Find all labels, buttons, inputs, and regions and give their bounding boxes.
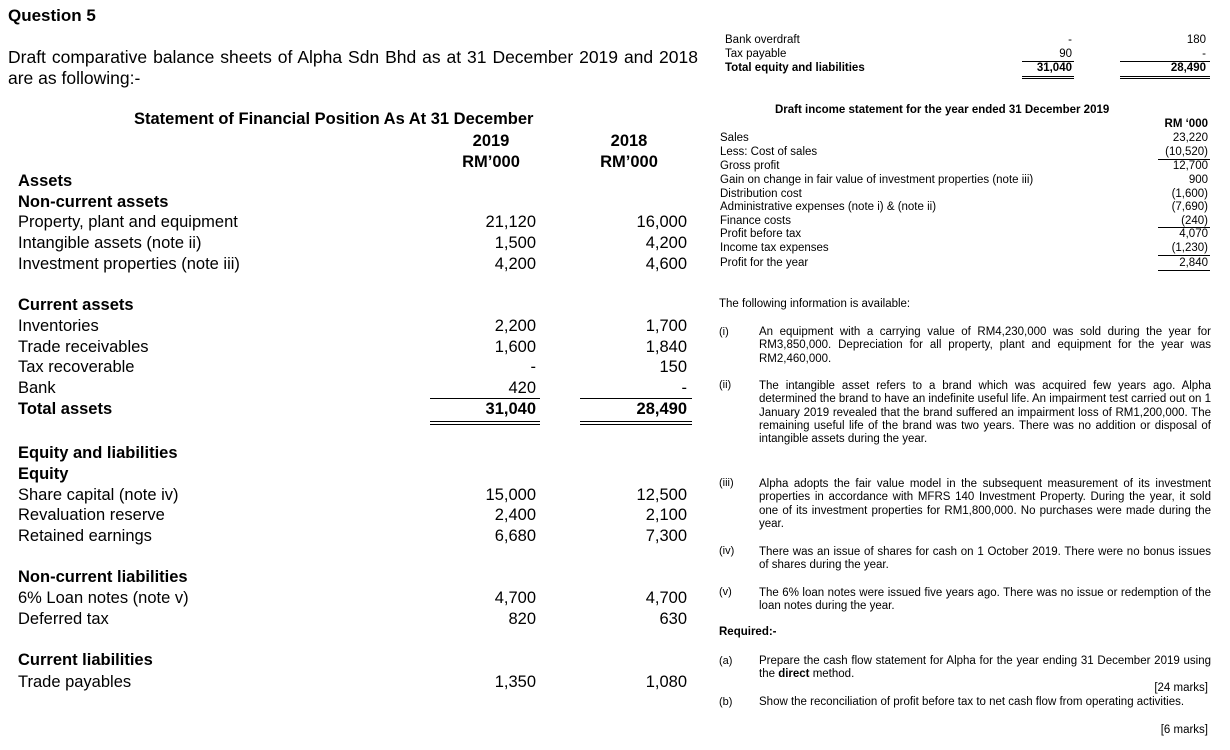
nca-heading: Non-current assets — [18, 193, 169, 211]
deferred-2018: 630 — [659, 610, 687, 628]
is-row-value: (10,520) — [1165, 146, 1208, 158]
is-row-value: 900 — [1188, 174, 1208, 186]
total-assets-rule-2018 — [580, 398, 692, 399]
required-a-number: (a) — [719, 655, 733, 667]
ca-heading: Current assets — [18, 296, 134, 314]
total-assets-double-rule-2019-a — [430, 421, 540, 422]
cl-heading: Current liabilities — [18, 651, 153, 669]
is-row-value: (7,690) — [1171, 201, 1208, 213]
eq-liab-heading: Equity and liabilities — [18, 444, 178, 462]
taxrec-label: Tax recoverable — [18, 358, 135, 376]
reval-2019: 2,400 — [494, 506, 536, 524]
is-row-value: (1,600) — [1171, 188, 1208, 200]
total-assets-rule-2019 — [430, 398, 540, 399]
income-statement-unit: RM ‘000 — [1164, 118, 1208, 130]
is-row-value: (240) — [1181, 215, 1208, 227]
is-row-label: Sales — [720, 132, 749, 144]
is-row-value: 23,220 — [1172, 132, 1208, 144]
taxrec-2019: - — [530, 358, 536, 376]
retained-2018: 7,300 — [645, 527, 687, 545]
reval-2018: 2,100 — [645, 506, 687, 524]
required-heading: Required:- — [719, 626, 777, 638]
overdraft-label: Bank overdraft — [725, 34, 800, 46]
loan-2018: 4,700 — [645, 589, 687, 607]
taxpay-label: Tax payable — [725, 48, 787, 60]
retained-label: Retained earnings — [18, 527, 152, 545]
required-a-text-bold: direct — [778, 668, 810, 681]
total-eql-double-2019-a — [1022, 76, 1074, 77]
total-eql-double-2019-b — [1022, 78, 1074, 79]
intangible-2019: 1,500 — [494, 234, 536, 252]
total-assets-double-rule-2019-b — [430, 424, 540, 425]
note-number: (v) — [719, 586, 732, 598]
total-eql-double-2018-a — [1120, 76, 1210, 77]
intangible-2018: 4,200 — [645, 234, 687, 252]
sofp-title: Statement of Financial Position As At 31 December — [134, 110, 534, 128]
required-a-text — [759, 655, 1211, 682]
is-row-value: (1,230) — [1171, 242, 1208, 254]
total-eql-label: Total equity and liabilities — [725, 62, 865, 74]
deferred-label: Deferred tax — [18, 610, 109, 628]
loan-2019: 4,700 — [494, 589, 536, 607]
note-number: (i) — [719, 326, 729, 338]
required-a-text-post: method. — [809, 668, 855, 681]
bank-2019: 420 — [508, 379, 536, 397]
taxpay-2019: 90 — [1059, 48, 1072, 60]
share-capital-2018: 12,500 — [636, 486, 687, 504]
payables-2019: 1,350 — [494, 673, 536, 691]
taxrec-2018: 150 — [659, 358, 687, 376]
share-capital-label: Share capital (note iv) — [18, 486, 179, 504]
col-2018-unit: RM’000 — [600, 153, 658, 171]
is-row-value: 2,840 — [1179, 257, 1208, 269]
required-b-marks: [6 marks] — [1160, 724, 1208, 736]
intangible-label: Intangible assets (note ii) — [18, 234, 202, 252]
deferred-2019: 820 — [508, 610, 536, 628]
is-row-label: Less: Cost of sales — [720, 146, 818, 158]
total-eql-2019: 31,040 — [1036, 62, 1072, 74]
income-statement-title: Draft income statement for the year ended 31 December 2019 — [775, 104, 1110, 116]
col-2019-year: 2019 — [472, 132, 510, 150]
ppe-label: Property, plant and equipment — [18, 213, 238, 231]
total-eql-2018: 28,490 — [1170, 62, 1206, 74]
required-b-number: (b) — [719, 696, 733, 708]
total-assets-double-rule-2018-a — [580, 421, 692, 422]
equity-heading: Equity — [18, 465, 69, 483]
payables-2018: 1,080 — [645, 673, 687, 691]
receivables-2018: 1,840 — [645, 338, 687, 356]
question-title: Question 5 — [8, 6, 96, 25]
total-assets-2019: 31,040 — [485, 400, 536, 418]
is-row-value: 12,700 — [1172, 160, 1208, 172]
is-row-label: Distribution cost — [720, 188, 802, 200]
note-number: (iii) — [719, 477, 734, 489]
invprop-2018: 4,600 — [645, 255, 687, 273]
is-row-label: Profit for the year — [720, 257, 809, 269]
ppe-2019: 21,120 — [485, 213, 536, 231]
is-row-label: Income tax expenses — [720, 242, 829, 254]
note-text: The intangible asset refers to a brand which was acquired few years ago. Alpha determined the brand to have an indefinite useful life. An impairment test carried out on 1 January 2019 revealed that the brand suffered an impairment loss of RM1,200,000. The remaining useful life of the brand was two years. There was no addition or disposal of intangible assets during the year. — [759, 380, 1211, 446]
note-text: Alpha adopts the fair value model in the subsequent measurement of its investment properties in accordance with MFRS 140 Investment Property. During the year, it sold one of its investment properties for RM1,800,000. No purchases were made during the year. — [759, 478, 1211, 530]
is-row-label: Gain on change in fair value of investment properties (note iii) — [720, 174, 1034, 186]
receivables-2019: 1,600 — [494, 338, 536, 356]
taxpay-2018: - — [1202, 48, 1206, 60]
total-assets-label: Total assets — [18, 400, 113, 418]
is-row-label: Gross profit — [720, 160, 780, 172]
overdraft-2019: - — [1068, 34, 1072, 46]
total-eql-double-2018-b — [1120, 78, 1210, 79]
share-capital-2019: 15,000 — [485, 486, 536, 504]
overdraft-2018: 180 — [1186, 34, 1206, 46]
col-2019-unit: RM’000 — [462, 153, 520, 171]
payables-label: Trade payables — [18, 673, 132, 691]
invprop-2019: 4,200 — [494, 255, 536, 273]
is-row-label: Finance costs — [720, 215, 791, 227]
info-heading: The following information is available: — [719, 298, 911, 310]
retained-2019: 6,680 — [494, 527, 536, 545]
note-number: (ii) — [719, 379, 732, 391]
assets-heading: Assets — [18, 172, 73, 190]
profit-double-rule — [1158, 270, 1210, 271]
question-intro: Draft comparative balance sheets of Alpha Sdn Bhd as at 31 December 2019 and 2018 are as following:- — [8, 47, 698, 88]
ppe-2018: 16,000 — [636, 213, 687, 231]
is-row-value: 4,070 — [1179, 228, 1208, 240]
is-row-label: Administrative expenses (note i) & (note ii) — [720, 201, 937, 213]
total-assets-double-rule-2018-b — [580, 424, 692, 425]
bank-label: Bank — [18, 379, 56, 397]
required-a-text-pre: Prepare the cash flow statement for Alpha for the year ending 31 December 2019 using the — [759, 655, 1211, 681]
invprop-label: Investment properties (note iii) — [18, 255, 240, 273]
loan-label: 6% Loan notes (note v) — [18, 589, 189, 607]
ncl-heading: Non-current liabilities — [18, 568, 188, 586]
receivables-label: Trade receivables — [18, 338, 149, 356]
required-a-marks: [24 marks] — [1154, 682, 1208, 694]
is-row-label: Profit before tax — [720, 228, 802, 240]
note-text: The 6% loan notes were issued five years ago. There was no issue or redemption of the loan notes during the year. — [759, 587, 1211, 613]
inventories-2019: 2,200 — [494, 317, 536, 335]
bank-2018: - — [681, 379, 687, 397]
total-assets-2018: 28,490 — [636, 400, 687, 418]
note-number: (iv) — [719, 545, 735, 557]
required-b-text: Show the reconciliation of profit before tax to net cash flow from operating activities. — [759, 696, 1185, 708]
note-text: An equipment with a carrying value of RM4,230,000 was sold during the year for RM3,850,000. Depreciation for all property, plant and equipment for the year was RM2,460,000. — [759, 326, 1211, 365]
note-text: There was an issue of shares for cash on 1 October 2019. There were no bonus issues of shares during the year. — [759, 546, 1211, 572]
reval-label: Revaluation reserve — [18, 506, 165, 524]
profit-rule — [1158, 255, 1210, 256]
inventories-2018: 1,700 — [645, 317, 687, 335]
inventories-label: Inventories — [18, 317, 99, 335]
col-2018-year: 2018 — [610, 132, 648, 150]
